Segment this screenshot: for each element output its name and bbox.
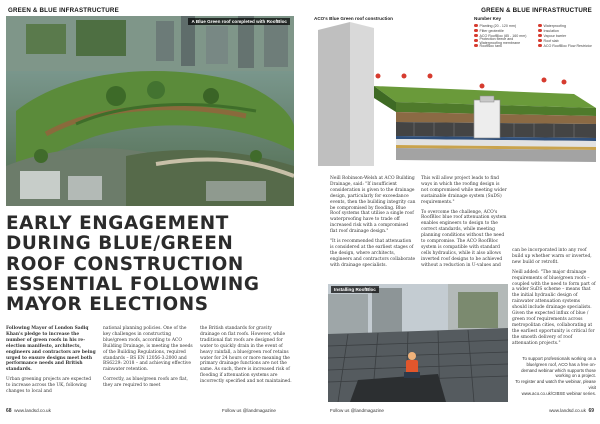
body-paragraph: Correctly, as blue/green roofs are flat, they are required to meet bbox=[103, 377, 188, 389]
running-head-right: GREEN & BLUE INFRASTRUCTURE bbox=[481, 7, 592, 14]
left-column-1 bbox=[6, 326, 96, 399]
number-marker-icon bbox=[474, 44, 478, 48]
roof-construction-diagram bbox=[314, 16, 596, 168]
legend-title: Number Key bbox=[474, 16, 502, 21]
number-marker-icon bbox=[538, 44, 542, 48]
footer-right bbox=[549, 408, 594, 414]
legend-label: Vapour barrier bbox=[543, 33, 567, 38]
legend-label: Planting (20 - 120 mm) bbox=[479, 23, 517, 28]
photo-caption: A Blue Green roof completed with RoofBloc bbox=[188, 18, 290, 25]
number-marker-icon bbox=[474, 29, 478, 33]
legend-column-2 bbox=[538, 23, 594, 48]
body-paragraph: "It is recommended that attenuation is considered at the earliest stages of the design, where architects, engineers and contractors collaborate with drainage specialists. bbox=[330, 239, 416, 268]
footer-site[interactable]: www.landsd.co.uk bbox=[549, 408, 586, 413]
number-marker-icon bbox=[538, 39, 542, 43]
number-marker-icon bbox=[538, 34, 542, 38]
footer-follow-left: Follow us @landmagazine bbox=[222, 408, 276, 413]
footer-left bbox=[6, 408, 51, 414]
legend-label: Waterproofing bbox=[543, 23, 566, 28]
left-column-2 bbox=[103, 326, 193, 393]
installation-photo bbox=[328, 284, 508, 402]
right-column-1 bbox=[330, 176, 416, 273]
body-paragraph: This will allow project leads to find ways in which the roofing design is not compromised while meeting wider sustainable drainage system (SuDS) requirements." bbox=[421, 176, 507, 205]
green-roof-illustration bbox=[6, 16, 294, 206]
number-marker-icon bbox=[538, 24, 542, 28]
legend-label: ACO RoofBloc (85 - 160 mm) bbox=[479, 33, 527, 38]
body-paragraph: Urban greening projects are expected to increase across the UK, following changes to local and bbox=[6, 377, 92, 395]
footer-follow-right: Follow us @landmagazine bbox=[330, 408, 384, 413]
legend-item bbox=[474, 38, 534, 43]
legend-item bbox=[538, 43, 594, 48]
promo-text: To register and watch the webinar, please visit bbox=[515, 379, 596, 390]
body-paragraph: can be incorporated into any roof build up whether warm or inverted, new build or retrofit. bbox=[512, 248, 592, 265]
right-column-2 bbox=[421, 176, 507, 273]
number-marker-icon bbox=[474, 34, 478, 38]
legend-label: RoofBloc tank bbox=[479, 43, 502, 48]
body-paragraph: Neill Robinson-Welsh at ACO Building Drainage, said: "If insufficient consideration is given to the drainage design, particularly for exceedance events, then the building integrity can be compromised by flooding. Blue Roof systems that utilise a single roof waterproofing have to trade off increased risk with a compromised flat roof drainage design." bbox=[330, 176, 416, 235]
article-headline: EARLY ENGAGEMENT DURING BLUE/GREEN ROOF CONSTRUCTION ESSENTIAL FOLLOWING MAYOR ELECTIONS bbox=[6, 213, 260, 316]
number-key-legend bbox=[474, 16, 596, 48]
body-paragraph: To overcome the challenge, ACO's RoofBloc blue roof attenuation system enables engineers to design to the correct standards, while meeting planning conditions without the need to compromise. The ACO RoofBloc system is compatible with standard cells hydraulics, while it also allows inverted roof designs to be achieved without a reduction in U-values and bbox=[421, 209, 507, 268]
legend-label: Roof slab bbox=[543, 38, 559, 43]
number-marker-icon bbox=[474, 24, 478, 28]
legend-label: Insulation bbox=[543, 28, 559, 33]
body-paragraph: Neill added: "The major drainage requirements of blue/green roofs – coupled with the need to form part of a wider SuDS scheme – means that the initial hydraulic design of rainwater attenuation systems should include drainage specialists. Given the expected influx of blue / green roof requirements across metropolitan cities, collaborating at the earliest opportunity is critical for the smooth delivery of roof attenuation projects." bbox=[512, 269, 596, 346]
right-column-3 bbox=[512, 248, 596, 351]
body-paragraph: the British standards for gravity drainage on flat roofs. However, while traditional flat roofs are designed for water to quickly drain in the event of heavy rainfall, a blue/green roof retains water for 24 hours or more meaning the primary drainage functions are not the same. As such, there is increased risk of flooding if attenuation systems are incorrectly specified and not maintained. bbox=[200, 326, 292, 385]
installation-illustration bbox=[328, 284, 508, 402]
intro-paragraph: Following Mayor of London Sadiq Khan's pledge to increase the number of green roofs in his re-election manifesto, architects, engineers and contractors are being urged to ensure designs meet both performance needs and British standards. bbox=[6, 326, 96, 373]
page-number: 69 bbox=[588, 408, 594, 414]
right-page bbox=[300, 0, 600, 424]
body-paragraph: national planning policies. One of the key challenges in constructing blue/green roofs, according to ACO Building Drainage, is meeting the needs of the Building Regulations, required standards – BS EN 12056-3:2000 and BS6229: 2018 – and achieving effective rainwater retention. bbox=[103, 326, 193, 373]
page-number: 68 bbox=[6, 408, 12, 414]
left-column-3 bbox=[200, 326, 292, 389]
promo-text: To support professionals working on a blue/green roof, ACO has a free on-demand webinar which supports those working on a project. bbox=[521, 356, 596, 379]
legend-column-1 bbox=[474, 23, 534, 48]
webinar-promo bbox=[512, 356, 596, 397]
running-head-left: GREEN & BLUE INFRASTRUCTURE bbox=[8, 7, 119, 14]
green-roof-aerial-photo bbox=[6, 16, 294, 206]
diagram-title: ACO's Blue Green roof construction bbox=[314, 16, 393, 21]
legend-label: Protection fleece and Waterproofing membrane bbox=[479, 36, 521, 45]
number-marker-icon bbox=[474, 39, 478, 43]
legend-label: Filter geotextile bbox=[479, 28, 504, 33]
footer-site[interactable]: www.landsd.co.uk bbox=[14, 408, 51, 413]
number-marker-icon bbox=[538, 29, 542, 33]
photo-caption: Installing RoofBloc bbox=[331, 286, 379, 293]
webinar-link[interactable]: www.aco.co.uk/CIBSE webinar series. bbox=[521, 390, 596, 396]
legend-label: ACO RoofBloc Flow Restrictor bbox=[543, 43, 592, 48]
